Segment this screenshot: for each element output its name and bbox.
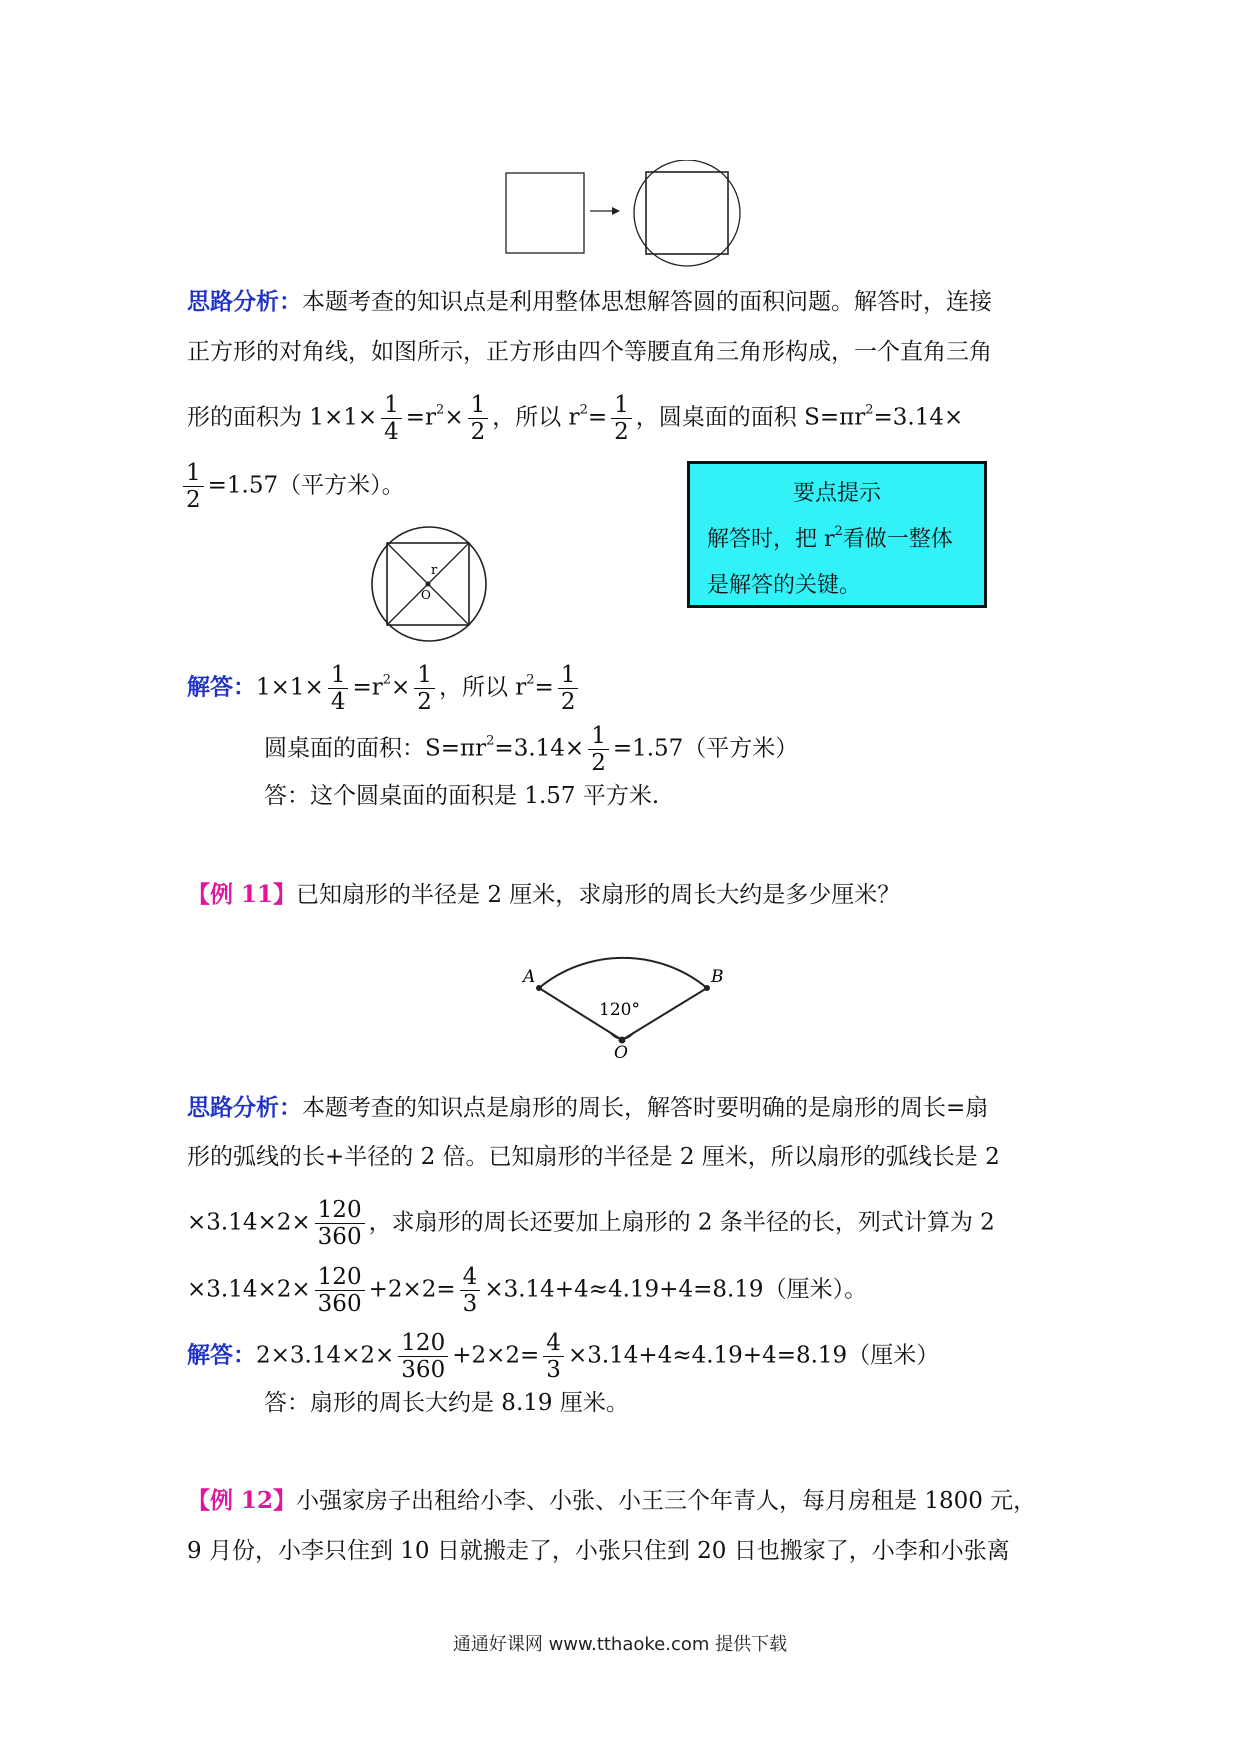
tip-title: 要点提示 xyxy=(792,481,881,506)
fraction-one-half: $\frac{1}{2}$ xyxy=(558,662,579,715)
analysis2-line-2: 形的弧线的长+半径的 2 倍。已知扇形的半径是 2 厘米，所以扇形的弧线长是 2 xyxy=(187,1144,1000,1170)
analysis-line-1 xyxy=(187,287,992,317)
tip-line-2: 是解答的关键。 xyxy=(707,573,862,598)
analysis-label: 思路分析： xyxy=(187,1094,302,1121)
fraction-one-half: $\frac{1}{2}$ xyxy=(468,392,489,445)
tip-line-1: 解答时，把 $r^2$看做一整体 xyxy=(707,524,953,552)
example-12-tag: 【例 12】 xyxy=(187,1487,297,1514)
fraction-one-half: $\frac{1}{2}$ xyxy=(611,392,632,445)
fraction-one-half: $\frac{1}{2}$ xyxy=(588,723,609,776)
fraction-one-half: $\frac{1}{2}$ xyxy=(183,460,204,513)
fraction-4-3: $\frac{4}{3}$ xyxy=(543,1330,564,1383)
analysis-text: 本题考查的知识点是利用整体思想解答圆的面积问题。解答时，连接 xyxy=(302,289,992,315)
example-12-line-2: 9 月份，小李只住到 10 日就搬走了，小张只住到 20 日也搬家了，小李和小张离 xyxy=(187,1538,1010,1564)
fraction-4-3: $\frac{4}{3}$ xyxy=(460,1264,481,1317)
page-footer: 通通好课网 www.tthaoke.com 提供下载 xyxy=(452,1634,788,1655)
fraction-one-half: $\frac{1}{2}$ xyxy=(414,662,435,715)
angle-label: 120° xyxy=(599,1000,640,1020)
answer-label: 解答： xyxy=(187,1341,256,1369)
fraction-120-360: $\frac{120}{360}$ xyxy=(315,1264,365,1317)
example-11 xyxy=(187,880,900,910)
answer-label: 解答： xyxy=(187,673,256,701)
radius-label: r xyxy=(431,563,438,578)
analysis2-line-1: 思路分析：本题考查的知识点是扇形的周长，解答时要明确的是扇形的周长=扇 xyxy=(187,1094,989,1121)
answer-line-3: 答：这个圆桌面的面积是 1.57 平方米. xyxy=(264,783,660,809)
answer2-line-2: 答：扇形的周长大约是 8.19 厘米。 xyxy=(264,1390,629,1416)
key-point-tip-box xyxy=(687,461,987,608)
answer-line-2: 圆桌面的面积：$S=\pi r^2=3.14\times$ $\frac{1}{2}$ =1.57（平方米） xyxy=(264,723,799,776)
analysis2-line-3: ×3.14×2× $\frac{120}{360}$ ，求扇形的周长还要加上扇形的 2 条半径的长，列式计算为 2 xyxy=(187,1197,995,1250)
analysis-label: 思路分析： xyxy=(187,288,302,315)
point-a-label: A xyxy=(523,967,536,987)
circle-square-diagonals-diagram xyxy=(364,520,494,650)
fraction-one-quarter: $\frac{1}{4}$ xyxy=(381,392,402,445)
fraction-one-quarter: $\frac{1}{4}$ xyxy=(328,662,349,715)
example-11-tag: 【例 11】 xyxy=(187,881,297,908)
point-o-label: O xyxy=(614,1043,628,1063)
square-to-circle-diagram xyxy=(500,160,760,270)
fraction-120-360: $\frac{120}{360}$ xyxy=(398,1330,448,1383)
example-12-line-1: 【例 12】小强家房子出租给小李、小张、小王三个年青人，每月房租是 1800 元， xyxy=(187,1487,1037,1514)
fraction-120-360: $\frac{120}{360}$ xyxy=(315,1197,365,1250)
sector-diagram xyxy=(515,930,735,1065)
answer-line-1: 解答：1×1× $\frac{1}{4}$ $=r^2\times$ $\frac{1}{2}$ ，所以 $r^2=$ $\frac{1}{2}$ xyxy=(187,662,582,715)
center-label: O xyxy=(421,588,431,602)
analysis-line-3: 形的面积为 1×1× $\frac{1}{4}$ $=r^2\times$ $\frac{1}{2}$ ，所以 $r^2=$ $\frac{1}{2}$ ，圆桌面的面积 $S=\pi r^2=3.14\times$ xyxy=(187,392,964,445)
example-11-text: 已知扇形的半径是 2 厘米，求扇形的周长大约是多少厘米？ xyxy=(296,882,901,908)
point-b-label: B xyxy=(711,967,724,987)
analysis-line-4: $\frac{1}{2}$ =1.57（平方米）。 xyxy=(183,460,405,513)
analysis2-line-4: ×3.14×2× $\frac{120}{360}$ +2×2= $\frac{4}{3}$ ×3.14+4≈4.19+4=8.19（厘米）。 xyxy=(187,1264,868,1317)
analysis-line-2: 正方形的对角线，如图所示，正方形由四个等腰直角三角形构成，一个直角三角 xyxy=(187,339,992,365)
answer2-line-1: 解答：2×3.14×2× $\frac{120}{360}$ +2×2= $\frac{4}{3}$ ×3.14+4≈4.19+4=8.19（厘米） xyxy=(187,1330,940,1383)
